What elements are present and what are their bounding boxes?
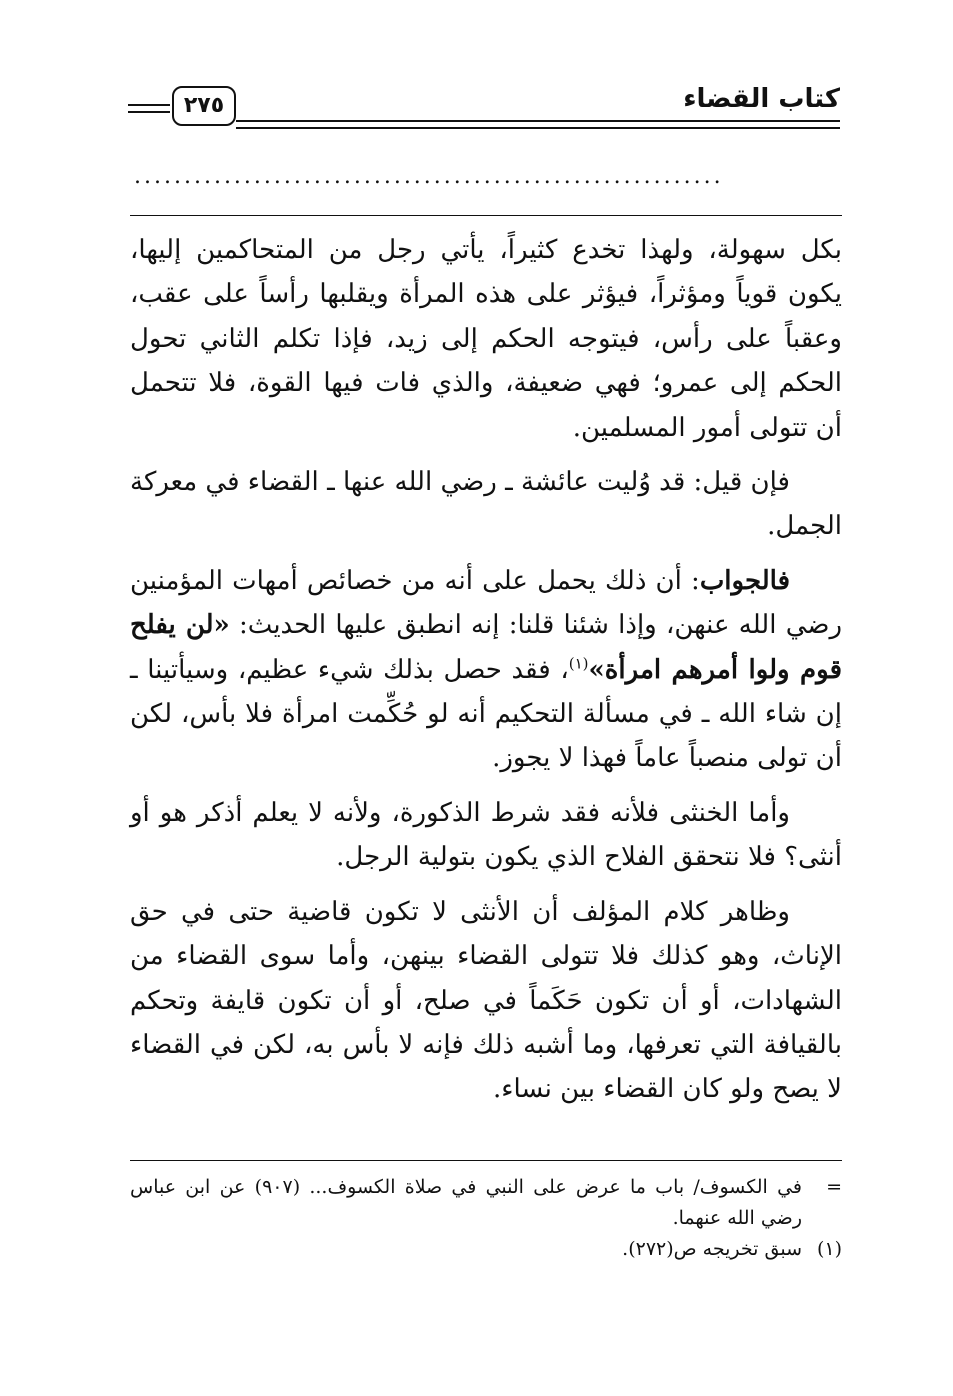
footnote-1 [130, 1234, 842, 1265]
header-rule-left [128, 104, 170, 113]
footnotes [130, 1172, 842, 1265]
footnote-marker: = [826, 1176, 842, 1198]
paragraph-5: وظاهر كلام المؤلف أن الأنثى لا تكون قاضية حتى في حق الإناث، وهو كذلك فلا تتولى القضاء بينهن، وأما سوى القضاء من الشهادات، أو أن تكون حَكَماً في صلح، أو أن تكون قايفة وتحكم بالقيافة التي تعرفها، وما أشبه ذلك فإنه لا بأس به، لكن في القضاء لا يصح ولو كان القضاء بين نساء. [130, 896, 842, 1105]
footnote-text: في الكسوف/ باب ما عرض على النبي في صلاة الكسوف... (٩٠٧) عن ابن عباس رضي الله عنهما. [130, 1176, 802, 1229]
footnote-marker: (١) [816, 1238, 842, 1260]
paragraph-3-part-1: : أن ذلك يحمل على أنه من خصائص أمهات المؤمنين رضي الله عنهن، وإذا شئنا قلنا: إنه انطبق عليها الحديث: [130, 565, 843, 641]
footnote-text: سبق تخريجه ص(٢٧٢). [622, 1238, 802, 1260]
running-title: كتاب القضاء [683, 84, 840, 114]
paragraph-1: بكل سهولة، ولهذا تخدع كثيراً، يأتي رجل من المتحاكمين إليها، يكون قوياً ومؤثراً، فيؤثر على هذه المرأة ويقلبها رأساً على عقب، وعقباً على رأس، فيتوجه الحكم إلى زيد، فإذا تكلم الثاني تحول الحكم إلى عمرو؛ فهي ضعيفة، والذي فات فيها القوة، فلا تتحمل أن تتولى أمور المسلمين. [130, 235, 842, 443]
hadith-quote: «لن يفلح قوم ولوا أمرهم امرأة» [130, 610, 842, 685]
paragraph-3-part-2: ، فقد حصل بذلك شيء عظيم، وسيأتينا ـ إن شاء الله ـ في مسألة التحكيم أنه لو حُكِّمت امرأة فلا بأس، لكن أن تولى منصباً عاماً فهذا لا يجوز. [130, 654, 842, 774]
top-divider [130, 215, 842, 216]
header-rule-right [236, 120, 840, 129]
footnote-divider [130, 1160, 842, 1161]
separator-dots: ........................................................... [134, 164, 724, 189]
paragraph-2: فإن قيل: قد وُليت عائشة ـ رضي الله عنها ـ القضاء في معركة الجمل. [130, 467, 842, 542]
footnote-ref-1[interactable]: (١) [568, 654, 589, 672]
answer-lead: فالجواب [699, 565, 790, 596]
page-header [128, 80, 840, 130]
paragraph-3 [130, 559, 842, 781]
footnote-continuation [130, 1172, 842, 1234]
main-text [130, 228, 842, 1122]
page-number: ٢٧٥ [172, 86, 236, 126]
paragraph-4: وأما الخنثى فلأنه فقد شرط الذكورة، ولأنه لا يعلم أذكر هو أو أنثى؟ فلا نتحقق الفلاح الذي يكون بتولية الرجل. [130, 797, 842, 873]
